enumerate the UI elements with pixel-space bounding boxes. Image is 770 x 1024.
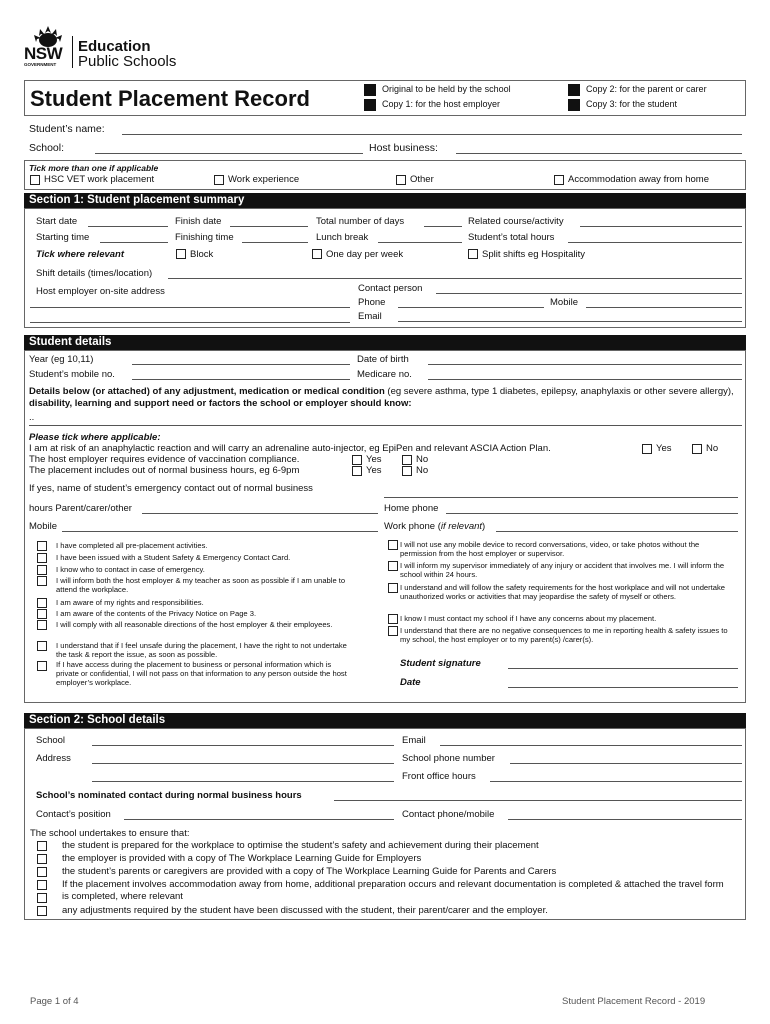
host-business-label: Host business:: [369, 142, 438, 154]
block-label: Block: [190, 249, 214, 260]
decl-left-text-2: I have been issued with a Student Safety & Emergency Contact Card.: [56, 553, 291, 562]
out-of-hours-no-checkbox[interactable]: [402, 466, 412, 476]
block-checkbox[interactable]: [176, 249, 186, 259]
footer-document-name: Student Placement Record - 2019: [562, 996, 706, 1007]
undertake-checkbox-2[interactable]: [37, 854, 47, 864]
other-label: Other: [410, 174, 434, 185]
host-address-label: Host employer on-site address: [36, 286, 165, 297]
copy2-label: Copy 2: for the parent or carer: [586, 84, 707, 94]
out-of-hours-yes-checkbox[interactable]: [352, 466, 362, 476]
decl-left-text-4: I will inform both the host employer & my teacher as soon as possible if I am unable to attend the workplace.: [56, 576, 346, 594]
student-signature-field[interactable]: [508, 668, 738, 669]
dob-label: Date of birth: [357, 354, 409, 365]
email-field[interactable]: [398, 321, 742, 322]
one-day-label: One day per week: [326, 249, 404, 260]
related-course-field[interactable]: [580, 226, 742, 227]
host-business-field[interactable]: [456, 153, 742, 154]
section2-header: Section 2: School details: [24, 713, 746, 728]
other-checkbox[interactable]: [396, 175, 406, 185]
address-field-1[interactable]: [92, 763, 394, 764]
copy2-marker: [568, 84, 580, 96]
decl-left-checkbox-3[interactable]: [37, 565, 47, 575]
decl-right-checkbox-5[interactable]: [388, 626, 398, 636]
contact-phone-field[interactable]: [508, 819, 742, 820]
school-phone-field[interactable]: [510, 763, 742, 764]
medicare-label: Medicare no.: [357, 369, 412, 380]
lunch-break-label: Lunch break: [316, 232, 369, 243]
shift-details-label: Shift details (times/location): [36, 268, 153, 279]
work-experience-label: Work experience: [228, 174, 300, 185]
copy3-label: Copy 3: for the student: [586, 99, 678, 109]
accommodation-label: Accommodation away from home: [568, 174, 709, 185]
medicare-field[interactable]: [428, 379, 742, 380]
decl-right-checkbox-1[interactable]: [388, 540, 398, 550]
undertake-checkbox-6[interactable]: [37, 906, 47, 916]
phone-label: Phone: [358, 297, 386, 308]
school-label: School:: [29, 142, 65, 154]
total-hours-field[interactable]: [568, 242, 742, 243]
hsc-vet-checkbox[interactable]: [30, 175, 40, 185]
details-dots: ..: [29, 412, 35, 423]
student-name-label: Student’s name:: [29, 123, 105, 135]
nsw-wordmark: NSW: [24, 44, 63, 63]
vaccination-no-checkbox[interactable]: [402, 455, 412, 465]
undertake-text-4: If the placement involves accommodation away from home, additional preparation occurs and relevant documentation is completed & attached the travel form is completed, where relevant: [62, 879, 724, 902]
signature-date-label: Date: [400, 677, 421, 688]
vaccination-yes-label: Yes: [366, 454, 382, 465]
decl-right-text-2: I will inform my supervisor immediately of any injury or accident that involves me. I will inform the school within 24 hours.: [400, 561, 725, 579]
copy3-marker: [568, 99, 580, 111]
decl-left-text-5: I am aware of my rights and responsibilities.: [56, 598, 204, 607]
undertake-checkbox-1[interactable]: [37, 841, 47, 851]
decl-left-text-1: I have completed all pre-placement activities.: [56, 541, 208, 550]
out-of-hours-no-label: No: [416, 465, 429, 476]
decl-right-text-3: I understand and will follow the safety requirements for the host workplace and will not undertake unauthorized works or activities that may jeopardise the safety of myself or others.: [400, 583, 726, 601]
work-experience-checkbox[interactable]: [214, 175, 224, 185]
details-heading: Details below (or attached) of any adjustment, medication or medical condition: [29, 386, 385, 397]
decl-left-text-9: If I have access during the placement to business or personal information which is private or confidential, I will not pass on that information to any person outside the host employer’s workplace.: [56, 660, 347, 687]
finishing-time-label: Finishing time: [175, 232, 234, 243]
student-name-field[interactable]: [122, 134, 742, 135]
contact-phone-label: Contact phone/mobile: [402, 809, 495, 820]
anaphylaxis-yes-label: Yes: [656, 443, 672, 454]
emergency-mobile-field[interactable]: [62, 531, 378, 532]
work-phone-label-c: ): [482, 521, 486, 532]
work-phone-label-b: if relevant: [440, 521, 483, 532]
vaccination-text: The host employer requires evidence of vaccination compliance.: [29, 454, 300, 465]
start-date-label: Start date: [36, 216, 78, 227]
hsc-vet-label: HSC VET work placement: [44, 174, 155, 185]
decl-left-checkbox-5[interactable]: [37, 598, 47, 608]
one-day-checkbox[interactable]: [312, 249, 322, 259]
details-instructions: [29, 386, 739, 410]
copy-original-marker: [364, 84, 376, 96]
address-label: Address: [36, 753, 71, 764]
host-address-field-1[interactable]: [30, 307, 350, 308]
nominated-contact-field[interactable]: [334, 800, 742, 801]
out-of-hours-text: The placement includes out of normal business hours, eg 6-9pm: [29, 465, 300, 476]
anaphylaxis-no-checkbox[interactable]: [692, 444, 702, 454]
student-details-header: Student details: [24, 335, 746, 350]
decl-left-checkbox-2[interactable]: [37, 553, 47, 563]
decl-left-text-7: I will comply with all reasonable directions of the host employer & their employees.: [56, 620, 333, 629]
split-shift-checkbox[interactable]: [468, 249, 478, 259]
decl-left-checkbox-9[interactable]: [37, 661, 47, 671]
student-mobile-field[interactable]: [132, 379, 350, 380]
decl-right-checkbox-4[interactable]: [388, 614, 398, 624]
signature-date-field[interactable]: [508, 687, 738, 688]
details-needs: disability, learning and support need or factors the school or employer should know:: [29, 398, 412, 409]
host-address-field-2[interactable]: [30, 322, 350, 323]
emergency-mobile-label: Mobile: [29, 521, 57, 532]
vaccination-no-label: No: [416, 454, 429, 465]
related-course-label: Related course/activity: [468, 216, 564, 227]
start-date-field[interactable]: [88, 226, 168, 227]
emergency-contact-label-2: hours Parent/carer/other: [29, 503, 132, 514]
section1-header: Section 1: Student placement summary: [24, 193, 746, 208]
anaphylaxis-yes-checkbox[interactable]: [642, 444, 652, 454]
student-signature-label: Student signature: [400, 658, 481, 669]
details-examples: (eg severe asthma, type 1 diabetes, epilepsy, anaphylaxis or other severe allergy),: [384, 386, 734, 397]
work-phone-field[interactable]: [496, 531, 738, 532]
address-field-2[interactable]: [92, 781, 394, 782]
school-email-field[interactable]: [440, 745, 742, 746]
decl-right-checkbox-2[interactable]: [388, 561, 398, 571]
front-office-field[interactable]: [490, 781, 742, 782]
year-label: Year (eg 10,11): [29, 354, 94, 365]
page-number: Page 1 of 4: [30, 996, 79, 1007]
school-field[interactable]: [95, 153, 363, 154]
home-phone-field[interactable]: [446, 513, 738, 514]
year-field[interactable]: [132, 364, 350, 365]
decl-right-checkbox-3[interactable]: [388, 583, 398, 593]
decl-right-text-5: I understand that there are no negative consequences to me in reporting health & safety issues to my school, the host employer or to my parent(s) /carer(s).: [400, 626, 728, 644]
decl-left-checkbox-8[interactable]: [37, 641, 47, 651]
dept-name-line1: Education: [78, 38, 151, 55]
total-hours-label: Student’s total hours: [468, 232, 555, 243]
vaccination-yes-checkbox[interactable]: [352, 455, 362, 465]
nominated-contact-label: School’s nominated contact during normal business hours: [36, 790, 302, 801]
decl-left-checkbox-7[interactable]: [37, 620, 47, 630]
decl-left-text-3: I know who to contact in case of emergency.: [56, 565, 205, 574]
copy-original-label: Original to be held by the school: [382, 84, 511, 94]
finishing-time-field[interactable]: [242, 242, 308, 243]
undertake-text-2: the employer is provided with a copy of The Workplace Learning Guide for Employers: [62, 853, 422, 864]
undertake-checkbox-3[interactable]: [37, 867, 47, 877]
tick-note: Tick more than one if applicable: [29, 163, 159, 173]
tick-where-relevant: Tick where relevant: [36, 249, 125, 260]
undertake-text-1: the student is prepared for the workplace to optimise the student’s safety and achievement during their placement: [62, 840, 539, 851]
undertake-checkbox-5[interactable]: [37, 893, 47, 903]
anaphylaxis-text: I am at risk of an anaphylactic reaction and will carry an adrenaline auto-injector, eg EpiPen and relevant ASCIA Action Plan.: [29, 443, 551, 454]
emergency-contact-field[interactable]: [384, 497, 738, 498]
undertake-text-5: any adjustments required by the student have been discussed with the student, their parent/carer and the employer.: [62, 905, 548, 916]
copy1-label: Copy 1: for the host employer: [382, 99, 501, 109]
decl-left-text-6: I am aware of the contents of the Privacy Notice on Page 3.: [56, 609, 257, 618]
dob-field[interactable]: [428, 364, 742, 365]
shift-details-field[interactable]: [168, 278, 742, 279]
anaphylaxis-no-label: No: [706, 443, 719, 454]
school-name-field[interactable]: [92, 745, 394, 746]
decl-left-checkbox-6[interactable]: [37, 609, 47, 619]
finish-date-label: Finish date: [175, 216, 222, 227]
starting-time-field[interactable]: [100, 242, 168, 243]
out-of-hours-yes-label: Yes: [366, 465, 382, 476]
details-field[interactable]: [29, 425, 742, 426]
government-wordmark: GOVERNMENT: [24, 62, 57, 67]
copy1-marker: [364, 99, 376, 111]
school-phone-label: School phone number: [402, 753, 495, 764]
decl-right-text-4: I know I must contact my school if I have any concerns about my placement.: [400, 614, 657, 623]
work-phone-label-a: Work phone (: [384, 521, 441, 532]
school-name-label: School: [36, 735, 66, 746]
contact-person-label: Contact person: [358, 283, 423, 294]
decl-left-checkbox-4[interactable]: [37, 576, 47, 586]
phone-field[interactable]: [398, 307, 544, 308]
please-tick-label: Please tick where applicable:: [29, 432, 161, 443]
total-days-label: Total number of days: [316, 216, 405, 227]
student-mobile-label: Student’s mobile no.: [29, 369, 115, 380]
split-shift-label: Split shifts eg Hospitality: [482, 249, 585, 260]
decl-right-text-1: I will not use any mobile device to record conversations, video, or take photos without the permission from the host employer or supervisor.: [400, 540, 700, 558]
contact-position-label: Contact’s position: [36, 809, 111, 820]
parent-carer-field[interactable]: [142, 513, 378, 514]
page-title: Student Placement Record: [30, 86, 310, 111]
home-phone-label: Home phone: [384, 503, 439, 514]
accommodation-checkbox[interactable]: [554, 175, 564, 185]
dept-name-line2: Public Schools: [78, 53, 177, 70]
undertake-checkbox-4[interactable]: [37, 880, 47, 890]
mobile-field[interactable]: [586, 307, 742, 308]
total-days-field[interactable]: [424, 226, 462, 227]
mobile-label: Mobile: [550, 297, 578, 308]
undertakes-label: The school undertakes to ensure that:: [30, 828, 190, 839]
logo-divider: [72, 36, 73, 68]
front-office-label: Front office hours: [402, 771, 476, 782]
undertake-text-3: the student’s parents or caregivers are provided with a copy of The Workplace Learning Guide for Parents and Carers: [62, 866, 557, 877]
work-phone-label: [384, 521, 485, 532]
emergency-contact-label: If yes, name of student’s emergency contact out of normal business: [29, 483, 313, 494]
contact-person-field[interactable]: [436, 293, 742, 294]
decl-left-text-8: I understand that if I feel unsafe during the placement, I have the right to not undertake the task & report the issue, as soon as possible.: [56, 641, 347, 659]
finish-date-field[interactable]: [230, 226, 308, 227]
school-email-label: Email: [402, 735, 426, 746]
decl-left-checkbox-1[interactable]: [37, 541, 47, 551]
lunch-break-field[interactable]: [378, 242, 462, 243]
email-label: Email: [358, 311, 382, 322]
contact-position-field[interactable]: [124, 819, 394, 820]
starting-time-label: Starting time: [36, 232, 90, 243]
